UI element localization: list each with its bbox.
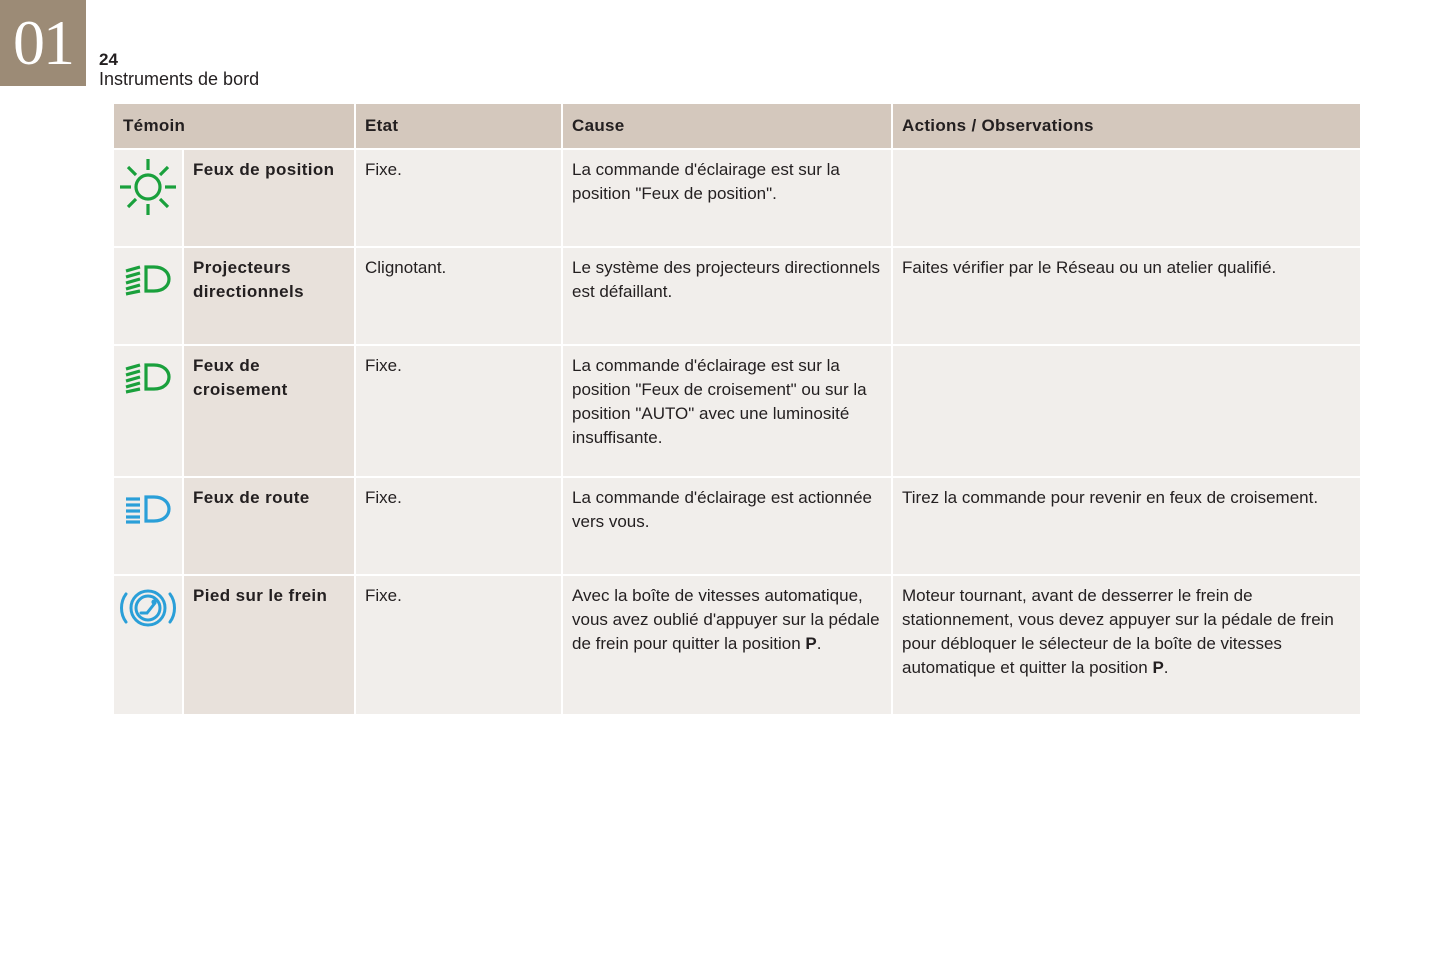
state-cell: Fixe. <box>356 150 561 246</box>
state-cell: Fixe. <box>356 576 561 714</box>
action-cell <box>893 576 1360 714</box>
cause-cell: La commande d'éclairage est sur la position "Feux de position". <box>563 150 891 246</box>
icon-cell <box>114 346 182 476</box>
state-cell: Clignotant. <box>356 248 561 344</box>
dipped-beam-icon <box>114 352 182 402</box>
gear-position-label: P <box>1152 658 1164 677</box>
table-row <box>114 248 1360 344</box>
gear-position-label: P <box>805 634 817 653</box>
table-row <box>114 576 1360 714</box>
state-cell: Fixe. <box>356 478 561 574</box>
page-number: 24 <box>99 50 118 69</box>
action-text: Moteur tournant, avant de desserrer le frein de stationnement, vous devez appuyer sur la pédale de frein pour débloquer le sélecteur de la boîte de vitesses automatique et quitter la position <box>902 586 1334 677</box>
warning-name: Pied sur le frein <box>184 576 354 714</box>
table-row <box>114 150 1360 246</box>
cause-text-end: . <box>816 634 822 653</box>
icon-cell <box>114 248 182 344</box>
action-cell <box>893 150 1360 246</box>
icon-cell <box>114 576 182 714</box>
foot-on-brake-icon <box>114 582 182 634</box>
state-cell: Fixe. <box>356 346 561 476</box>
warning-lights-table <box>112 102 1362 716</box>
warning-name: Feux de position <box>184 150 354 246</box>
action-text-end: . <box>1163 658 1169 677</box>
icon-cell <box>114 478 182 574</box>
cause-text: Avec la boîte de vitesses automatique, vous avez oublié d'appuyer sur la pédale de frein pour quitter la position <box>572 586 880 653</box>
column-header-temoin: Témoin <box>114 104 354 148</box>
position-lights-icon <box>114 156 182 218</box>
cause-cell: Le système des projecteurs directionnels est défaillant. <box>563 248 891 344</box>
action-cell <box>893 346 1360 476</box>
warning-name: Projecteurs directionnels <box>184 248 354 344</box>
action-cell: Tirez la commande pour revenir en feux de croisement. <box>893 478 1360 574</box>
icon-cell <box>114 150 182 246</box>
table-header-row <box>114 104 1360 148</box>
column-header-cause: Cause <box>563 104 891 148</box>
column-header-actions: Actions / Observations <box>893 104 1360 148</box>
action-cell: Faites vérifier par le Réseau ou un atelier qualifié. <box>893 248 1360 344</box>
cause-cell <box>563 576 891 714</box>
table-row <box>114 346 1360 476</box>
directional-headlamps-icon <box>114 254 182 304</box>
warning-name: Feux de croisement <box>184 346 354 476</box>
column-header-etat: Etat <box>356 104 561 148</box>
chapter-tab: 01 <box>0 0 86 86</box>
main-beam-icon <box>114 484 182 534</box>
cause-cell: La commande d'éclairage est sur la position "Feux de croisement" ou sur la position "AUTO" avec une luminosité insuffisante. <box>563 346 891 476</box>
warning-name: Feux de route <box>184 478 354 574</box>
table-row <box>114 478 1360 574</box>
section-title: Instruments de bord <box>99 69 260 89</box>
cause-cell: La commande d'éclairage est actionnée vers vous. <box>563 478 891 574</box>
